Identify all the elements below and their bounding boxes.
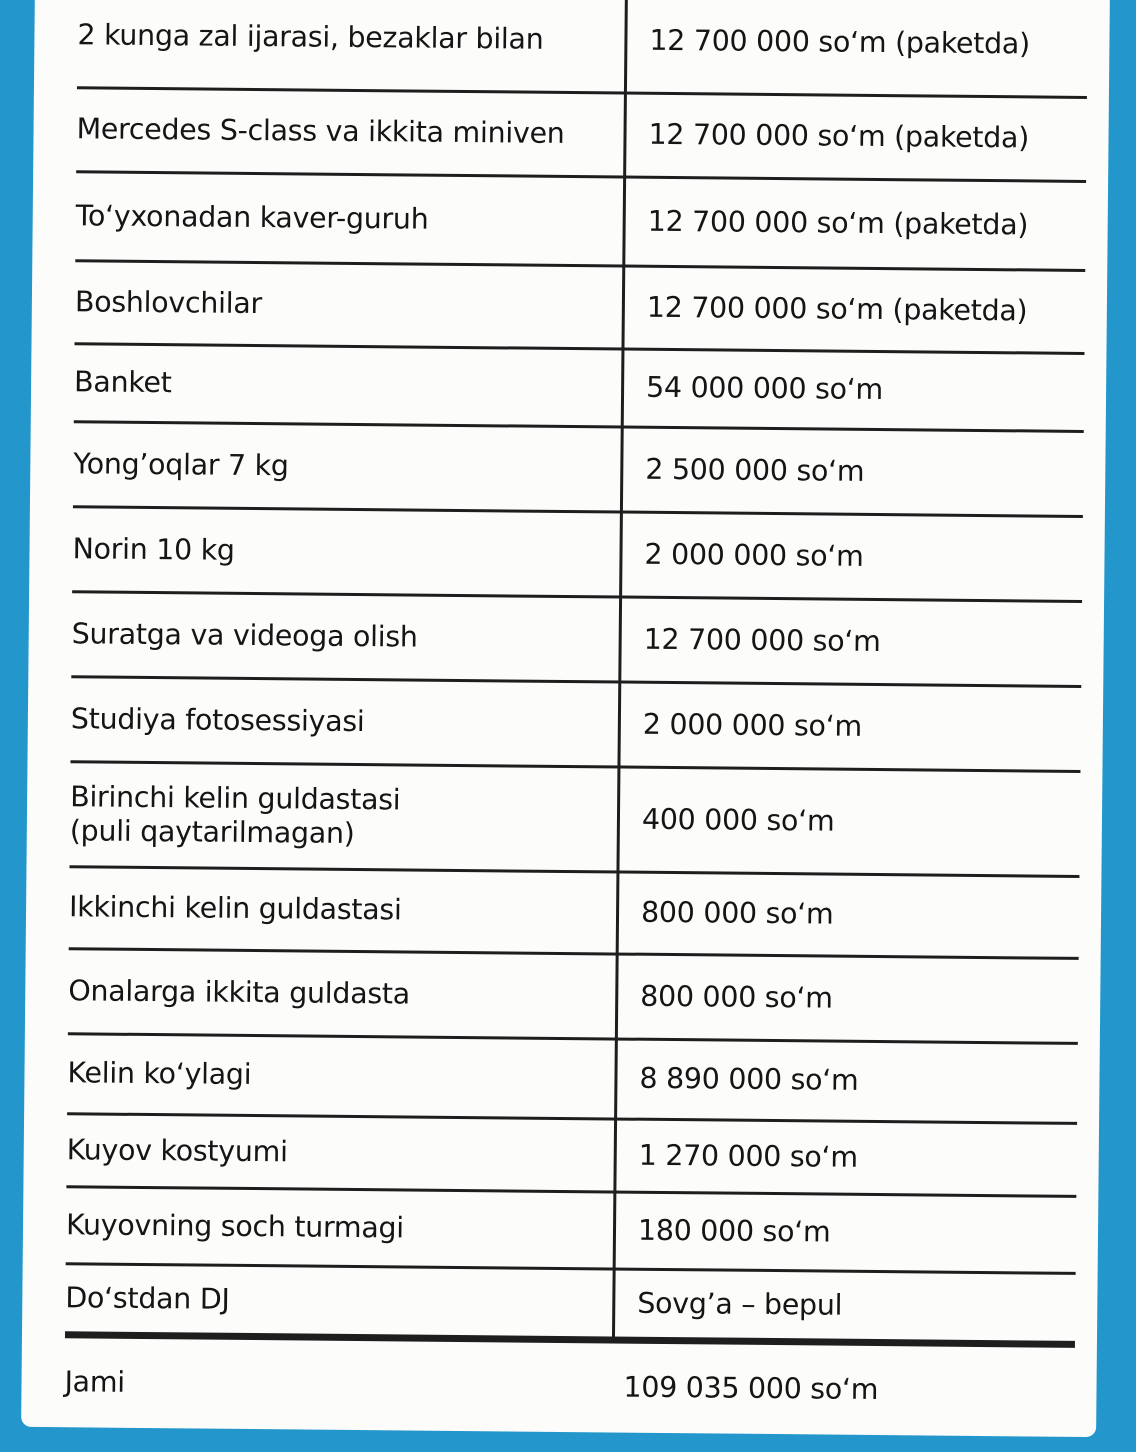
price-cell: 180 000 soʻm — [637, 1213, 831, 1249]
price-cell: 2 000 000 soʻm — [642, 707, 863, 743]
table-row — [65, 1265, 1076, 1348]
price-cell: 54 000 000 soʻm — [645, 371, 884, 407]
item-label: Kuyov kostyumi — [66, 1133, 288, 1169]
price-cell: Sovg’a – bepul — [637, 1286, 843, 1322]
item-cell — [76, 113, 623, 152]
table-row — [67, 1035, 1078, 1125]
price-cell: 12 700 000 soʻm (paketda) — [646, 290, 1028, 328]
item-cell — [71, 702, 618, 741]
price-cell: 800 000 soʻm — [640, 896, 834, 931]
table-row — [77, 0, 1088, 99]
item-cell — [72, 617, 619, 656]
item-label: Ikkinchi kelin guldastasi — [68, 890, 402, 927]
item-label: Doʻstdan DJ — [65, 1281, 230, 1316]
price-cell: 2 000 000 soʻm — [644, 537, 864, 573]
item-cell — [68, 974, 615, 1013]
price-cell: 12 700 000 soʻm (paketda) — [648, 118, 1030, 155]
table-row — [69, 763, 1080, 878]
price-cell: 8 890 000 soʻm — [639, 1062, 859, 1098]
item-label-line2: (puli qaytarilmagan) — [69, 814, 355, 850]
price-table-card — [21, 0, 1110, 1437]
price-cell: 800 000 soʻm — [640, 979, 833, 1015]
item-label: Norin 10 kg — [72, 532, 235, 567]
item-cell — [65, 1281, 612, 1320]
table-row — [71, 593, 1082, 688]
item-cell — [76, 199, 623, 238]
table-row — [76, 89, 1087, 183]
item-label: Studiya fotosessiyasi — [70, 702, 365, 738]
table-row — [72, 508, 1083, 603]
table-row — [66, 1188, 1077, 1275]
item-cell — [77, 19, 624, 58]
price-cell: 1 270 000 soʻm — [638, 1138, 858, 1174]
price-cell: 2 500 000 soʻm — [645, 452, 865, 488]
price-cell: 12 700 000 soʻm (paketda) — [649, 24, 1031, 61]
item-cell — [74, 366, 621, 405]
item-cell — [73, 447, 620, 486]
item-label: Onalarga ikkita guldasta — [68, 974, 411, 1011]
total-row — [64, 1338, 1075, 1437]
item-cell — [69, 891, 616, 930]
table-row — [73, 423, 1084, 518]
table-row — [70, 678, 1081, 773]
table-row — [74, 345, 1085, 433]
item-label: Suratga va videoga olish — [71, 617, 418, 654]
item-label: Toʻyxonadan kaver-guruh — [75, 199, 429, 236]
item-cell — [67, 1133, 614, 1172]
table-row — [68, 950, 1079, 1045]
table-row — [66, 1115, 1077, 1198]
total-label: Jami — [64, 1365, 126, 1400]
item-cell — [67, 1057, 614, 1096]
item-cell — [70, 780, 618, 854]
total-value: 109 035 000 soʻm — [623, 1370, 879, 1407]
item-label: Banket — [73, 365, 172, 400]
price-table — [64, 0, 1088, 1437]
table-row — [75, 173, 1086, 272]
item-cell — [66, 1208, 613, 1247]
table-row — [69, 868, 1080, 960]
price-cell: 12 700 000 soʻm — [643, 622, 881, 658]
item-label: Kelin koʻylagi — [67, 1056, 252, 1092]
price-cell: 400 000 soʻm — [641, 802, 835, 838]
item-label: Birinchi kelin guldastasi — [69, 780, 401, 817]
price-cell: 12 700 000 soʻm (paketda) — [647, 204, 1029, 242]
item-cell — [75, 285, 622, 324]
item-cell — [72, 532, 619, 571]
item-label: 2 kunga zal ijarasi, bezaklar bilan — [77, 18, 544, 57]
table-row — [74, 262, 1085, 355]
item-label: Boshlovchilar — [74, 285, 263, 320]
item-label: Yong’oqlar 7 kg — [73, 447, 289, 483]
item-label: Mercedes S-class va ikkita miniven — [76, 112, 565, 151]
item-label: Kuyovning soch turmagi — [65, 1208, 405, 1245]
